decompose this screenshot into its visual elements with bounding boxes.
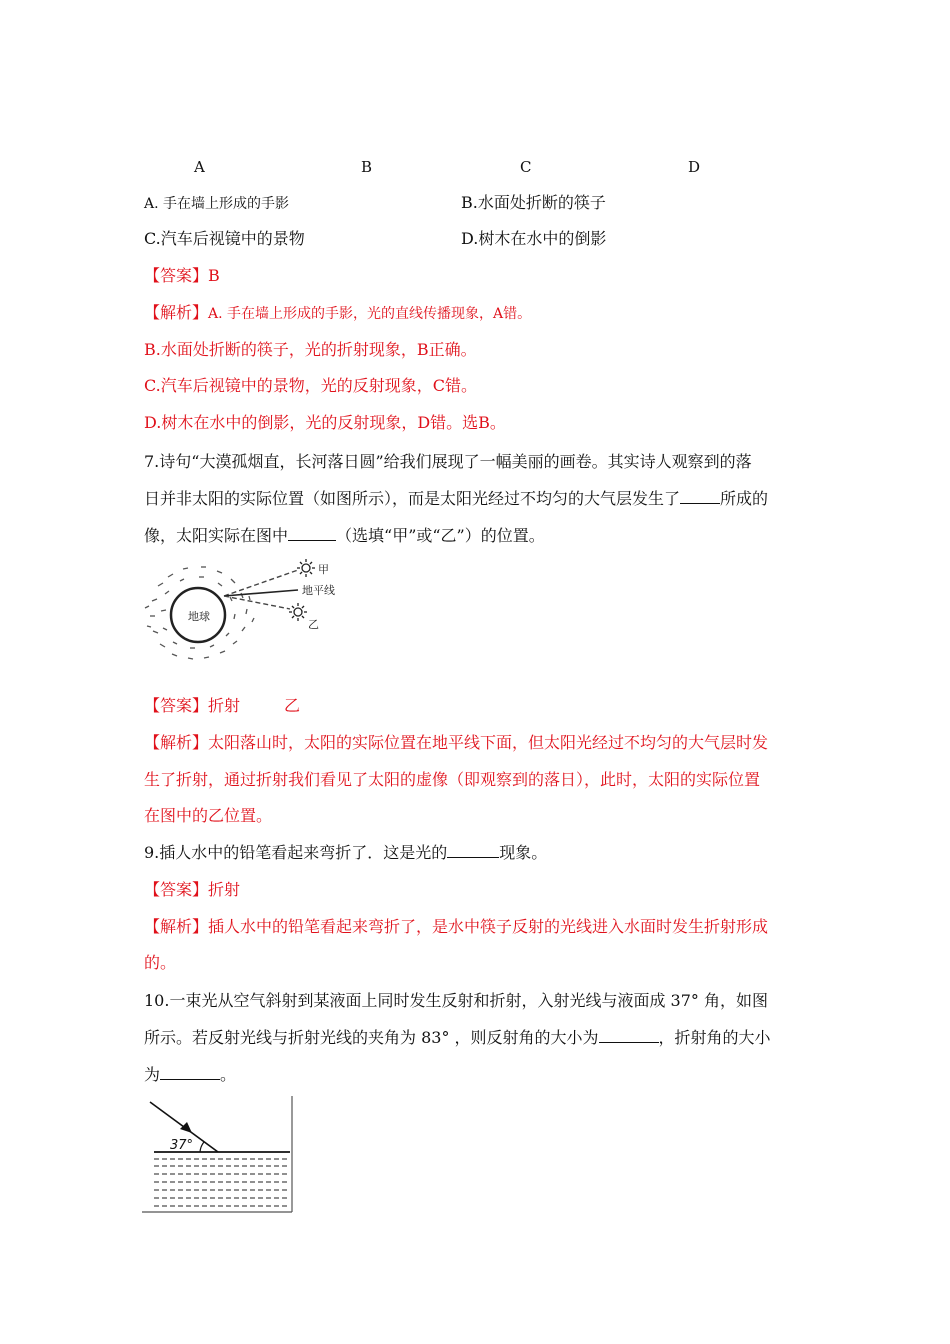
earth-label: 地球	[188, 610, 210, 623]
q9-text: 9.插人水中的铅笔看起来弯折了．这是光的	[144, 843, 448, 862]
q6-analysis-3: C.汽车后视镜中的景物，光的反射现象，C错。	[144, 376, 478, 395]
q10-line-3	[144, 1065, 236, 1085]
analysis-text: 插人水中的铅笔看起来弯折了，是水中筷子反射的光线进入水面时发生折射形成	[208, 917, 769, 936]
q10-line-2	[144, 1028, 771, 1048]
arrow-head-icon	[180, 1122, 192, 1133]
answer-value: B	[208, 266, 220, 285]
q9-text: 现象。	[499, 843, 548, 862]
q7-text: （选填“甲”或“乙”）的位置。	[336, 526, 545, 545]
q9-question	[144, 843, 547, 863]
q7-line-2	[144, 489, 768, 509]
q7-analysis-3: 在图中的乙位置。	[144, 806, 273, 825]
q7-text: 所成的	[720, 489, 769, 508]
q7-line-3	[144, 526, 545, 546]
yi-label: 乙	[308, 618, 319, 631]
analysis-tag: 【解析】	[144, 917, 209, 936]
q10-text: 为	[144, 1065, 161, 1084]
angle-arc	[200, 1142, 204, 1152]
image-label-a: A	[194, 158, 205, 176]
q6-analysis-1	[144, 303, 531, 324]
q9-analysis-1	[144, 917, 768, 937]
analysis-text: A. 手在墙上形成的手影，光的直线传播现象，A错。	[208, 306, 532, 322]
answer-blank[interactable]	[160, 1065, 220, 1080]
image-label-b: B	[361, 158, 373, 176]
q7-text: 像，太阳实际在图中	[144, 526, 289, 545]
q6-option-c: C.汽车后视镜中的景物	[144, 229, 305, 248]
q10-text: 。	[220, 1065, 237, 1084]
actual-ray	[224, 596, 290, 609]
liquid-surface-figure	[142, 1096, 296, 1216]
q10-text: 所示。若反射光线与折射光线的夹角为 83° ，则反射角的大小为	[144, 1028, 599, 1047]
q6-analysis-2: B.水面处折断的筷子，光的折射现象，B正确。	[144, 340, 477, 359]
answer-value: 折射	[208, 880, 241, 899]
analysis-tag: 【解析】	[144, 733, 209, 752]
liquid-dashes	[154, 1159, 290, 1206]
q7-answer	[144, 696, 300, 716]
answer-blank[interactable]	[599, 1028, 659, 1043]
dashed-ray	[224, 570, 298, 596]
q7-analysis-1	[144, 733, 768, 753]
q10-line-1: 10.一束光从空气斜射到某液面上同时发生反射和折射，入射光线与液面成 37° 角，如图	[144, 991, 768, 1010]
q7-analysis-2: 生了折射，通过折射我们看见了太阳的虚像（即观察到的落日），此时，太阳的实际位置	[144, 770, 761, 789]
answer-value: 乙	[284, 696, 301, 715]
sun-yi-icon	[289, 603, 307, 621]
answer-blank[interactable]	[680, 489, 720, 504]
angle-label: 37°	[170, 1138, 194, 1153]
answer-blank[interactable]	[288, 526, 336, 541]
earth-atmosphere-figure	[140, 556, 350, 666]
jia-label: 甲	[318, 563, 329, 576]
q6-option-a: A. 手在墙上形成的手影	[144, 196, 290, 212]
analysis-tag: 【解析】	[144, 303, 209, 322]
q10-text: ，折射角的大小	[658, 1028, 771, 1047]
q6-analysis-4: D.树木在水中的倒影，光的反射现象，D错。选B。	[144, 413, 506, 432]
q6-option-b: B.水面处折断的筷子	[461, 193, 606, 212]
image-label-d: D	[688, 158, 701, 176]
horizon-line	[224, 590, 298, 596]
answer-tag: 【答案】	[144, 880, 209, 899]
sun-jia-icon	[297, 559, 315, 577]
analysis-text: 太阳落山时，太阳的实际位置在地平线下面，但太阳光经过不均匀的大气层时发	[208, 733, 769, 752]
q9-analysis-2: 的。	[144, 953, 177, 972]
q9-answer	[144, 880, 240, 900]
image-label-c: C	[520, 158, 532, 176]
q6-answer	[144, 266, 220, 286]
answer-blank[interactable]	[447, 843, 499, 858]
q7-text: 日并非太阳的实际位置（如图所示），而是太阳光经过不均匀的大气层发生了	[144, 489, 681, 508]
answer-value: 折射	[208, 696, 241, 715]
q7-line-1: 7.诗句“大漠孤烟直，长河落日圆”给我们展现了一幅美丽的画卷。其实诗人观察到的落	[144, 452, 752, 471]
horizon-label: 地平线	[302, 584, 335, 597]
q6-option-d: D.树木在水中的倒影	[461, 229, 607, 248]
answer-tag: 【答案】	[144, 696, 209, 715]
answer-tag: 【答案】	[144, 266, 209, 285]
